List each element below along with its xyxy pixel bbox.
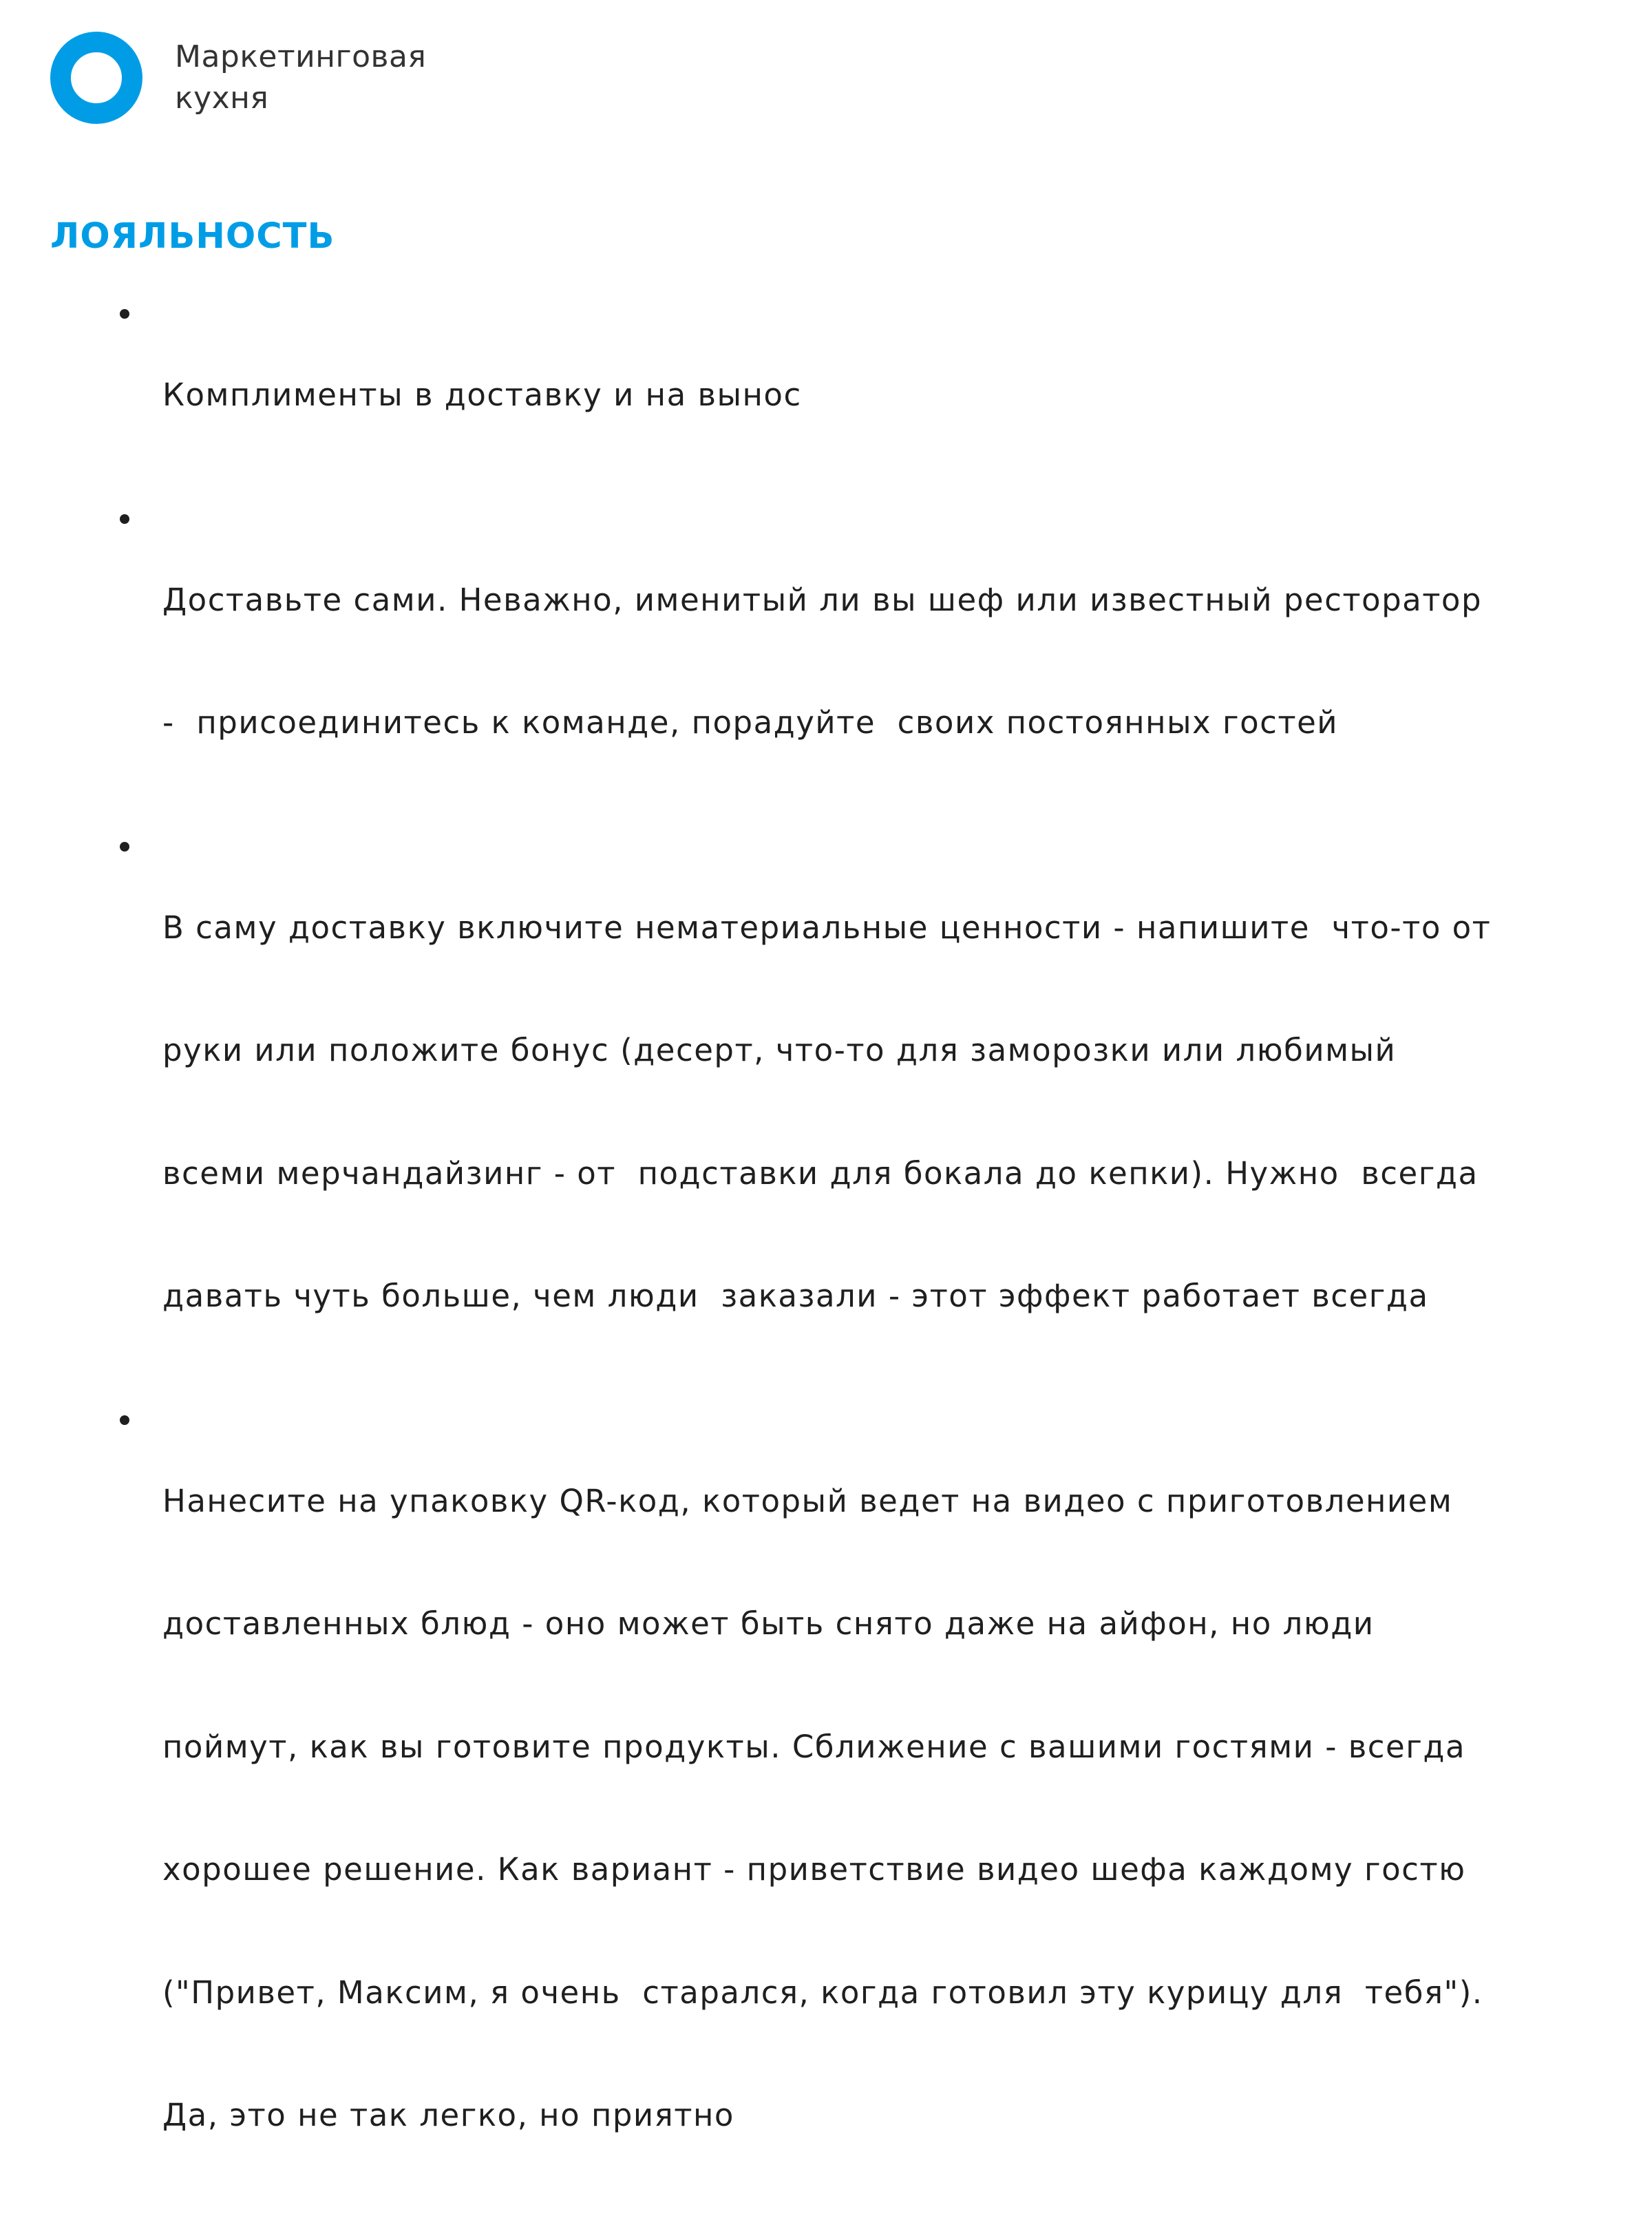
- bullet-item: [162, 825, 1594, 1399]
- brand-name-line-1: Маркетинговая: [175, 39, 427, 74]
- bullet-text-line: Нанесите на упаковку QR-код, который ведет на видео с приготовлением: [162, 1482, 1453, 1519]
- bullet-text-line: В саму доставку включите нематериальные ценности - напишите что-то от: [162, 909, 1492, 946]
- bullet-text-line: доставленных блюд - оно может быть снято даже на айфон, но люди: [162, 1605, 1375, 1642]
- bullet-text-line: хорошее решение. Как вариант - приветствие видео шефа каждому гостю: [162, 1851, 1466, 1888]
- brand-name: [175, 36, 426, 119]
- bullet-text-line: поймут, как вы готовите продукты. Сближение с вашими гостями - всегда: [162, 1728, 1466, 1765]
- bullet-item: [162, 293, 1594, 498]
- bullet-text-line: давать чуть больше, чем люди заказали - этот эффект работает всегда: [162, 1278, 1429, 1314]
- ring-logo-icon: [50, 32, 142, 124]
- bullet-text-line: всеми мерчандайзинг - от подставки для бокала до кепки). Нужно всегда: [162, 1154, 1479, 1192]
- bullet-item: [162, 1399, 1594, 2218]
- brand-logo: [50, 32, 426, 124]
- bullet-text-line: Комплименты в доставку и на вынос: [162, 377, 802, 413]
- bullet-text-line: руки или положите бонус (десерт, что-то для заморозки или любимый: [162, 1032, 1397, 1068]
- bullet-text-line: Да, это не так легко, но приятно: [162, 2097, 734, 2133]
- bullet-list: [162, 293, 1594, 2218]
- bullet-text-line: ("Привет, Максим, я очень старался, когда готовил эту курицу для тебя").: [162, 1974, 1483, 2011]
- bullet-item: [162, 498, 1594, 825]
- section-title: ЛОЯЛЬНОСТЬ: [50, 216, 335, 257]
- bullet-text-line: Доставьте сами. Неважно, именитый ли вы шеф или известный ресторатор: [162, 581, 1483, 618]
- bullet-text-line: - присоединитесь к команде, порадуйте своих постоянных гостей: [162, 704, 1339, 741]
- brand-name-line-2: кухня: [175, 81, 269, 116]
